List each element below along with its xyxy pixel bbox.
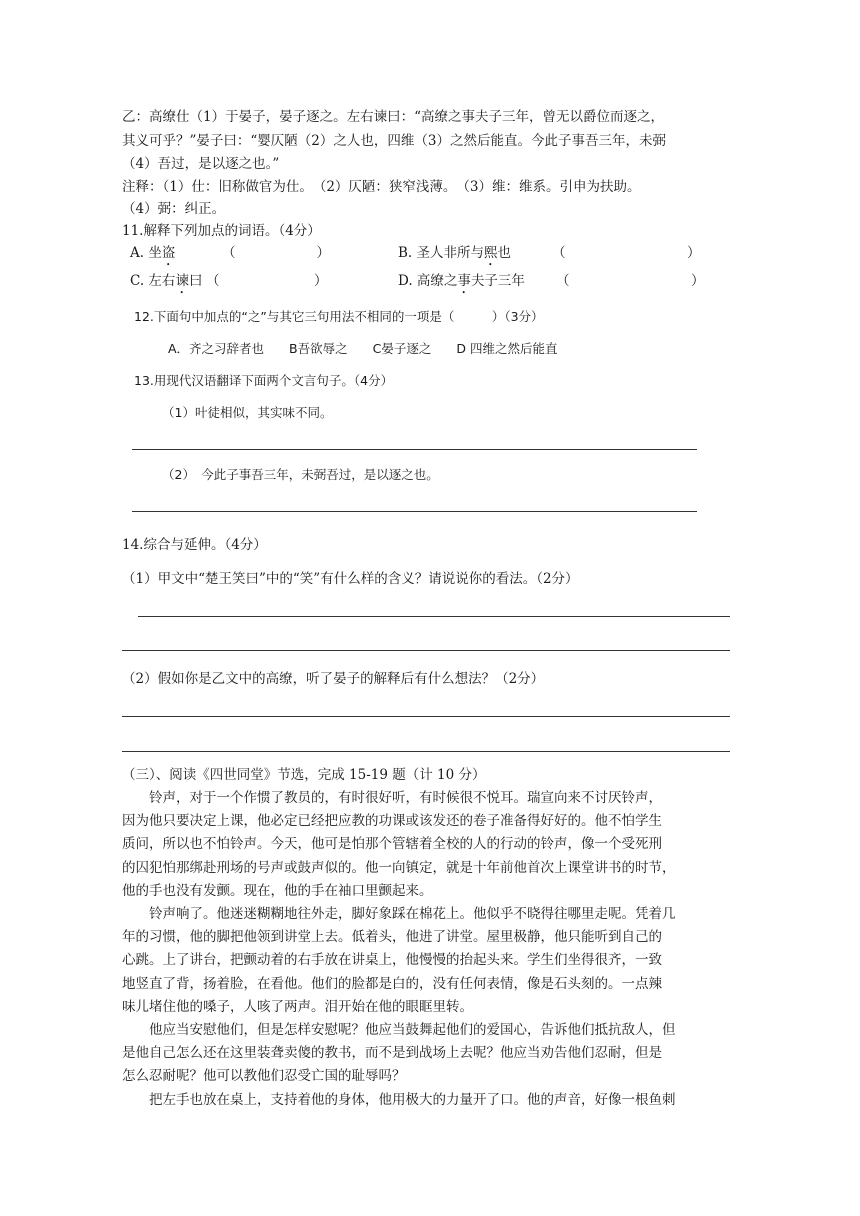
q13-stem: 13.用现代汉语翻译下面两个文言句子。（4分） — [134, 373, 394, 388]
q12-stem: 12.下面句中加点的“之”与其它三句用法不相同的一项是（ ）（3分） — [134, 309, 544, 324]
q11-c-post: 曰 — [188, 273, 203, 289]
q11-stem: 11.解释下列加点的词语。（4分） — [122, 223, 321, 239]
q13-sentence-2: （2） 今此子事吾三年，未弼吾过，是以逐之也。 — [162, 467, 439, 482]
q11-c-blank: （ ） — [206, 273, 328, 289]
q14-part-2: （2）假如你是乙文中的高缭，听了晏子的解释后有什么想法？（2分） — [122, 671, 545, 687]
q11-option-a — [130, 244, 175, 269]
q13-sentence-1: （1）叶徒相似，其实味不同。 — [162, 405, 333, 420]
notes-line-1: 注释：（1）仕：旧称做官为仕。 （2）仄陋：狭窄浅薄。 （3）维：维系。引申为扶助。 — [122, 179, 641, 195]
passage-line: 是他自己怎么还在这里装聋卖傻的教书，而不是到战场上去呢？他应当劝告他们忍耐，但是 — [122, 1045, 662, 1062]
q11-b-blank: （ ） — [552, 245, 701, 261]
passage-line: 怎么忍耐呢？他可以教他们忍受亡国的耻辱吗？ — [122, 1068, 406, 1085]
q14-part-1: （1）甲文中“楚王笑曰”中的“笑”有什么样的含义？请说说你的看法。（2分） — [122, 571, 579, 587]
q11-d-dotted: 事 — [457, 273, 471, 289]
passage-line-2: 其义可乎？”晏子曰：“婴仄陋（2）之人也，四维（3）之然后能直。今此子事吾三年，未弼 — [122, 133, 666, 149]
notes-line-2: （4）弼：纠正。 — [122, 201, 226, 217]
passage-line: 质问，所以也不怕铃声。今天，他可是怕那个管辖着全校的人的行动的铃声，像一个受死刑 — [122, 836, 662, 853]
passage-line: 他应当安慰他们，但是怎样安慰呢？他应当鼓舞起他们的爱国心，告诉他们抵抗敌人，但 — [122, 1022, 676, 1038]
q11-option-b — [398, 244, 511, 269]
q11-b-pre: B. 圣人非所与 — [398, 245, 485, 261]
q11-option-d — [398, 272, 525, 297]
q14-stem: 14.综合与延伸。（4分） — [122, 537, 267, 553]
passage-line-3: （4）吾过，是以逐之也。” — [122, 156, 280, 172]
q11-d-post: 夫子三年 — [470, 273, 525, 289]
passage-line: 把左手也放在桌上，支持着他的身体，他用极大的力量开了口。他的声音，好像一根鱼刺 — [122, 1091, 676, 1108]
q12-options: A．齐之习辞者也 B吾欲辱之 C晏子逐之 D 四维之然后能直 — [168, 341, 558, 356]
passage-line: 地竖直了背，扬着脸，在看他。他们的脸都是白的，没有任何表情，像是石头刻的。一点辣 — [122, 975, 662, 992]
answer-line[interactable] — [122, 650, 730, 651]
passage-line: 铃声响了。他迷迷糊糊地往外走，脚好象踩在棉花上。他似乎不晓得往哪里走呢。凭着几 — [122, 906, 676, 922]
q11-option-c — [130, 272, 202, 297]
answer-line[interactable] — [132, 449, 697, 450]
q11-d-blank: （ ） — [556, 273, 705, 289]
passage-line: 因为他只要决定上课，他必定已经把应教的功课或该发还的卷子准备得好好的。他不怕学生 — [122, 813, 662, 830]
q11-a-pre: A. 坐 — [130, 245, 162, 261]
passage-line: 心跳。上了讲台，把颤动着的右手放在讲桌上，他慢慢的抬起头来。学生们坐得很齐，一致 — [122, 952, 662, 969]
q11-d-pre: D. 高缭之 — [398, 273, 458, 289]
q11-a-blank: （ ） — [222, 245, 330, 261]
passage-line: 他的手也没有发颤。现在，他的手在袖口里颤起来。 — [122, 882, 433, 899]
answer-line[interactable] — [138, 616, 730, 617]
passage-line: 年的习惯，他的脚把他领到讲堂上去。低着头，他进了讲堂。屋里极静，他只能听到自己的 — [122, 929, 662, 946]
q11-b-post: 也 — [497, 245, 512, 261]
passage-line-1: 乙：高缭仕（1）于晏子，晏子逐之。左右谏曰：“高缭之事夫子三年，曾无以爵位而逐之， — [122, 109, 664, 125]
q11-c-dotted: 谏 — [175, 273, 189, 289]
section3-heading: （三）、阅读《四世同堂》节选，完成 15-19 题（计 10 分） — [122, 767, 486, 783]
answer-line[interactable] — [122, 751, 730, 752]
q11-b-dotted: 熙 — [484, 245, 498, 261]
q11-a-dotted: 盗 — [161, 245, 176, 261]
passage-line: 味儿堵住他的嗓子，人咳了两声。泪开始在他的眼眶里转。 — [122, 998, 473, 1015]
passage-line: 铃声，对于一个作惯了教员的，有时很好听，有时候很不悦耳。瑞宣向来不讨厌铃声， — [122, 790, 662, 806]
q11-c-pre: C. 左右 — [130, 273, 176, 289]
answer-line[interactable] — [132, 511, 697, 512]
answer-line[interactable] — [122, 716, 730, 717]
passage-line: 的囚犯怕那绑赴刑场的号声或鼓声似的。他一向镇定，就是十年前他首次上课堂讲书的时节， — [122, 859, 676, 876]
